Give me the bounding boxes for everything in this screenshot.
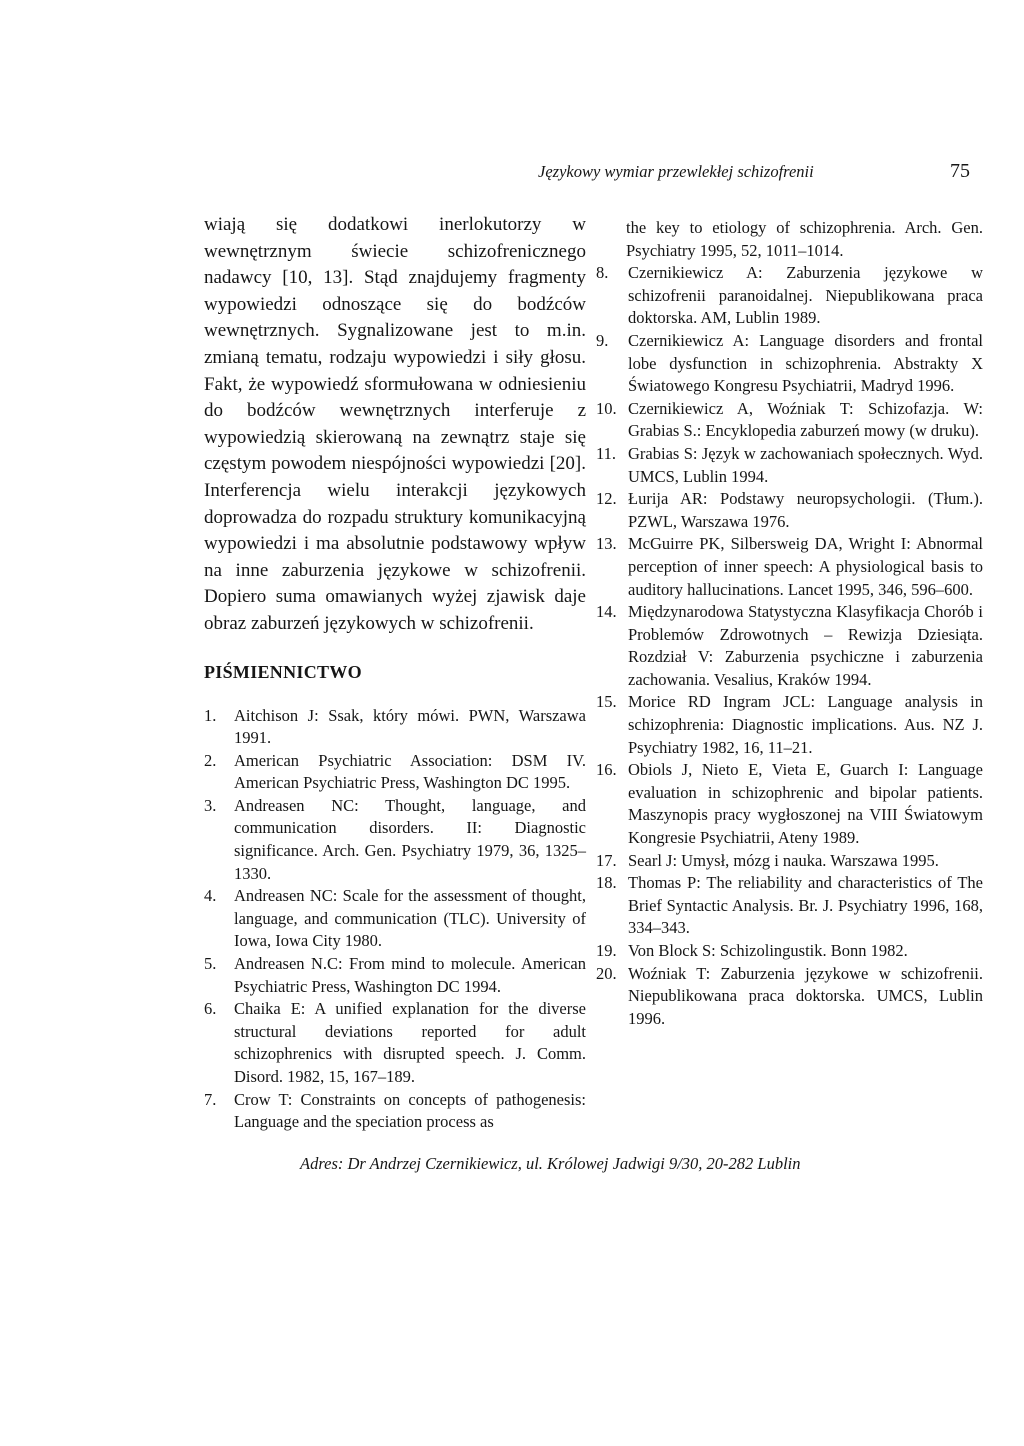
reference-item [596,940,983,963]
reference-list-left [204,705,586,1134]
reference-continuation [596,217,983,262]
reference-number: 1. [204,705,217,725]
reference-text: Czernikiewicz A: Language disorders and frontal lobe dysfunction in schizophrenia. Abstrakty X Światowego Kongresu Psychiatrii, Madryd 1996. [628,330,983,396]
reference-item [596,759,983,849]
reference-item [596,691,983,759]
running-head: Językowy wymiar przewlekłej schizofrenii [538,162,814,181]
reference-text: Crow T: Constraints on concepts of pathogenesis: Language and the speciation process as [234,1089,586,1132]
reference-item [204,1089,586,1134]
reference-item [596,533,983,601]
right-column [596,217,983,1030]
reference-text: Chaika E: A unified explanation for the diverse structural deviations reported for adult schizophrenics with disrupted speech. J. Comm. Disord. 1982, 15, 167–189. [234,999,586,1086]
reference-item [596,850,983,873]
reference-text: Morice RD Ingram JCL: Language analysis in schizophrenia: Diagnostic implications. Aus. NZ J. Psychiatry 1982, 16, 11–21. [628,692,983,757]
reference-text: Woźniak T: Zaburzenia językowe w schizofrenii. Niepublikowana praca doktorska. UMCS, Lublin 1996. [628,963,983,1028]
reference-number: 19. [596,941,617,960]
reference-text: Obiols J, Nieto E, Vieta E, Guarch I: Language evaluation in schizophrenic and bipolar patients. Maszynopis pracy wygłoszonej na VIII Światowym Kongresie Psychiatrii, Ateny 1989. [628,760,983,848]
reference-text: Międzynarodowa Statystyczna Klasyfikacja Chorób i Problemów Zdrowotnych – Rewizja Dziesiąta. Rozdział V: Zaburzenia psychiczne i zaburzenia zachowania. Vesalius, Kraków 1994. [628,602,983,689]
reference-item [204,885,586,953]
reference-number: 15. [596,692,617,712]
reference-text: the key to etiology of schizophrenia. Arch. Gen. Psychiatry 1995, 52, 1011–1014. [626,218,983,260]
reference-item [204,705,586,750]
reference-list-right [596,217,983,1030]
reference-text: Thomas P: The reliability and characteristics of The Brief Syntactic Analysis. Br. J. Psychiatry 1996, 168, 334–343. [628,873,983,938]
reference-text: Andreasen N.C: From mind to molecule. American Psychiatric Press, Washington DC 1994. [234,954,586,996]
reference-text: American Psychiatric Association: DSM IV. American Psychiatric Press, Washington DC 1995. [234,750,586,793]
reference-item [596,330,983,398]
reference-text: Czernikiewicz A, Woźniak T: Schizofazja. W: Grabias S.: Encyklopedia zaburzeń mowy (w druku). [628,398,983,441]
body-paragraph: wiają się dodatkowi inerlokutorzy w wewnętrznym świecie schizofrenicznego nadawcy [10, 13]. Stąd znajdujemy fragmenty wypowiedzi odnoszące się do bodźców wewnętrznych. Sygnalizowane jest to m.in. zmianą tematu, rodzaju wypowiedzi i siły głosu. Fakt, że wypowiedź sformułowana w odniesieniu do bodźców wewnętrznych interferuje z wypowiedzią skierowaną na zewnątrz staje się częstym powodem niespójności wypowiedzi [20]. Interferencja wielu interakcji językowych doprowadza do rozpadu struktury komunikacyjną wypowiedzi i ma absolutnie podstawowy wpływ na inne zaburzenia językowe w schizofrenii. Dopiero suma omawianych wyżej zjawisk daje obraz zaburzeń językowych w schizofrenii. [204,214,586,634]
reference-number: 8. [596,263,609,283]
reference-item [596,872,983,940]
reference-item [204,795,586,885]
reference-number: 7. [204,1089,217,1109]
reference-item [204,953,586,998]
reference-item [596,398,983,443]
reference-number: 14. [596,602,617,622]
reference-number: 9. [596,330,609,350]
left-column [204,212,586,1134]
section-heading: PIŚMIENNICTWO [204,661,362,682]
reference-item [204,998,586,1088]
reference-item [596,601,983,691]
reference-item [596,488,983,533]
reference-item [204,750,586,795]
reference-text: Grabias S: Język w zachowaniach społecznych. Wyd. UMCS, Lublin 1994. [628,443,983,486]
reference-number: 4. [204,886,217,906]
reference-number: 17. [596,850,617,870]
reference-number: 16. [596,760,617,780]
reference-text: Czernikiewicz A: Zaburzenia językowe w schizofrenii paranoidalnej. Niepublikowana praca doktorska. AM, Lublin 1989. [628,263,983,328]
reference-text: McGuirre PK, Silbersweig DA, Wright I: Abnormal perception of inner speech: A physiological basis to auditory hallucinations. Lancet 1995, 346, 596–600. [628,534,983,599]
reference-text: Von Block S: Schizolingustik. Bonn 1982. [628,941,908,960]
reference-number: 13. [596,534,617,554]
reference-number: 20. [596,963,617,983]
reference-number: 3. [204,795,217,815]
reference-number: 2. [204,750,217,770]
reference-item [596,443,983,488]
reference-text: Andreasen NC: Thought, language, and communication disorders. II: Diagnostic significance. Arch. Gen. Psychiatry 1979, 36, 1325–1330. [234,795,586,883]
reference-number: 5. [204,954,217,974]
reference-number: 11. [596,443,617,463]
reference-number: 10. [596,398,617,418]
reference-text: Aitchison J: Ssak, który mówi. PWN, Warszawa 1991. [234,705,586,748]
reference-number: 18. [596,873,617,893]
reference-text: Andreasen NC: Scale for the assessment of thought, language, and communication (TLC). University of Iowa, Iowa City 1980. [234,886,586,951]
author-address: Adres: Dr Andrzej Czernikiewicz, ul. Królowej Jadwigi 9/30, 20-282 Lublin [300,1154,801,1173]
reference-item [596,963,983,1031]
reference-item [596,262,983,330]
reference-text: Łurija AR: Podstawy neuropsychologii. (Tłum.). PZWL, Warszawa 1976. [628,489,983,531]
reference-number: 6. [204,999,217,1019]
reference-text: Searl J: Umysł, mózg i nauka. Warszawa 1995. [628,850,939,870]
reference-number: 12. [596,489,617,509]
page-number: 75 [950,160,970,182]
